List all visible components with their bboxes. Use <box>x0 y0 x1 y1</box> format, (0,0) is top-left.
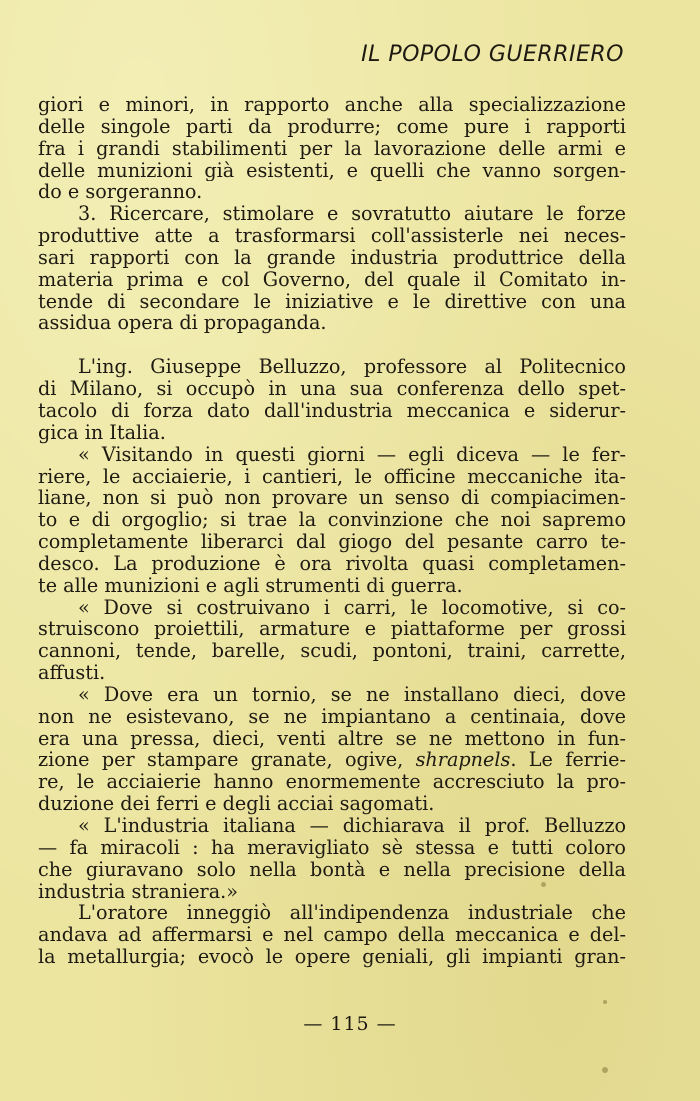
text-line: la metallurgia; evocò le opere geniali, gli impianti gran- <box>38 946 626 968</box>
text-line: liane, non si può non provare un senso di compiacimen- <box>38 487 626 510</box>
paragraph <box>38 444 626 597</box>
text-line: riere, le acciaierie, i cantieri, le officine meccaniche ita- <box>38 465 626 488</box>
running-title: IL POPOLO GUERRIERO <box>361 42 624 67</box>
text-line: duzione dei ferri e degli acciai sagomati. <box>38 793 435 815</box>
paragraph <box>38 684 626 815</box>
text-line: re, le acciaierie hanno enormemente accresciuto la pro- <box>38 771 626 794</box>
text-line: materia prima e col Governo, del quale il Comitato in- <box>38 268 626 291</box>
text-line: di Milano, si occupò in una sua conferenza dello spet- <box>38 378 626 400</box>
text-line: struiscono proiettili, armature e piattaforme per grossi <box>38 618 626 641</box>
text-line: to e di orgoglio; si trae la convinzione che noi sapremo <box>38 509 626 532</box>
paper-speck <box>602 1067 608 1073</box>
text-line: assidua opera di propaganda. <box>38 312 327 335</box>
text-line: L'ing. Giuseppe Belluzzo, professore al Politecnico <box>78 356 626 379</box>
text-line: sari rapporti con la grande industria produttrice della <box>38 246 626 269</box>
text-line: affusti. <box>38 662 106 684</box>
text-line: industria straniera.» <box>38 880 239 903</box>
text-line: « Dove si costruivano i carri, le locomotive, si co- <box>78 596 626 619</box>
text-line: giori e minori, in rapporto anche alla specializzazione <box>38 94 626 116</box>
text-line: tende di secondare le iniziative e le direttive con una <box>38 290 626 313</box>
text-line: — fa miracoli : ha meravigliato sè stessa e tutti coloro <box>38 836 626 859</box>
text-line: gica in Italia. <box>38 421 166 444</box>
text-line: delle singole parti da produrre; come pure i rapporti <box>38 115 626 138</box>
text-line: te alle munizioni e agli strumenti di guerra. <box>38 574 463 597</box>
text-line: 3. Ricercare, stimolare e sovratutto aiutare le forze <box>78 203 626 226</box>
text-line: zione per stampare granate, ogive, shrapnels. Le ferrie- <box>38 749 626 772</box>
text-line: delle munizioni già esistenti, e quelli che vanno sorgen- <box>38 159 626 182</box>
paragraph <box>38 815 626 902</box>
text-line: « Visitando in questi giorni — egli diceva — le fer- <box>78 443 626 466</box>
text-line: « Dove era un tornio, se ne installano dieci, dove <box>78 683 626 706</box>
paragraph <box>38 356 626 443</box>
paragraph <box>38 902 626 968</box>
page-number: — 115 — <box>303 1013 397 1035</box>
text-line: « L'industria italiana — dichiarava il prof. Belluzzo <box>78 815 626 837</box>
paragraph <box>38 203 626 334</box>
text-line: produttive atte a trasformarsi coll'assisterle nei neces- <box>38 225 626 247</box>
text-line: tacolo di forza dato dall'industria meccanica e siderur- <box>38 399 626 422</box>
text-line: cannoni, tende, barelle, scudi, pontoni, traini, carrette, <box>38 640 626 663</box>
paper-speck <box>541 882 546 887</box>
paragraph-gap <box>38 334 626 356</box>
text-line: do e sorgeranno. <box>38 181 203 204</box>
text-line: era una pressa, dieci, venti altre se ne mettono in fun- <box>38 727 626 750</box>
text-line: completamente liberarci dal giogo del pesante carro te- <box>38 531 626 553</box>
paragraph <box>38 597 626 684</box>
text-line: L'oratore inneggiò all'indipendenza industriale che <box>78 902 626 925</box>
text-line: andava ad affermarsi e nel campo della meccanica e del- <box>38 924 626 947</box>
italic-word: shrapnels <box>415 749 511 772</box>
paragraph <box>38 94 626 203</box>
text-line: fra i grandi stabilimenti per la lavorazione delle armi e <box>38 137 626 160</box>
body-text <box>38 94 626 968</box>
paper-speck <box>603 1000 607 1004</box>
text-line: non ne esistevano, se ne impiantano a centinaia, dove <box>38 705 626 728</box>
text-line: desco. La produzione è ora rivolta quasi completamen- <box>38 552 626 575</box>
text-line: che giuravano solo nella bontà e nella precisione della <box>38 858 626 881</box>
